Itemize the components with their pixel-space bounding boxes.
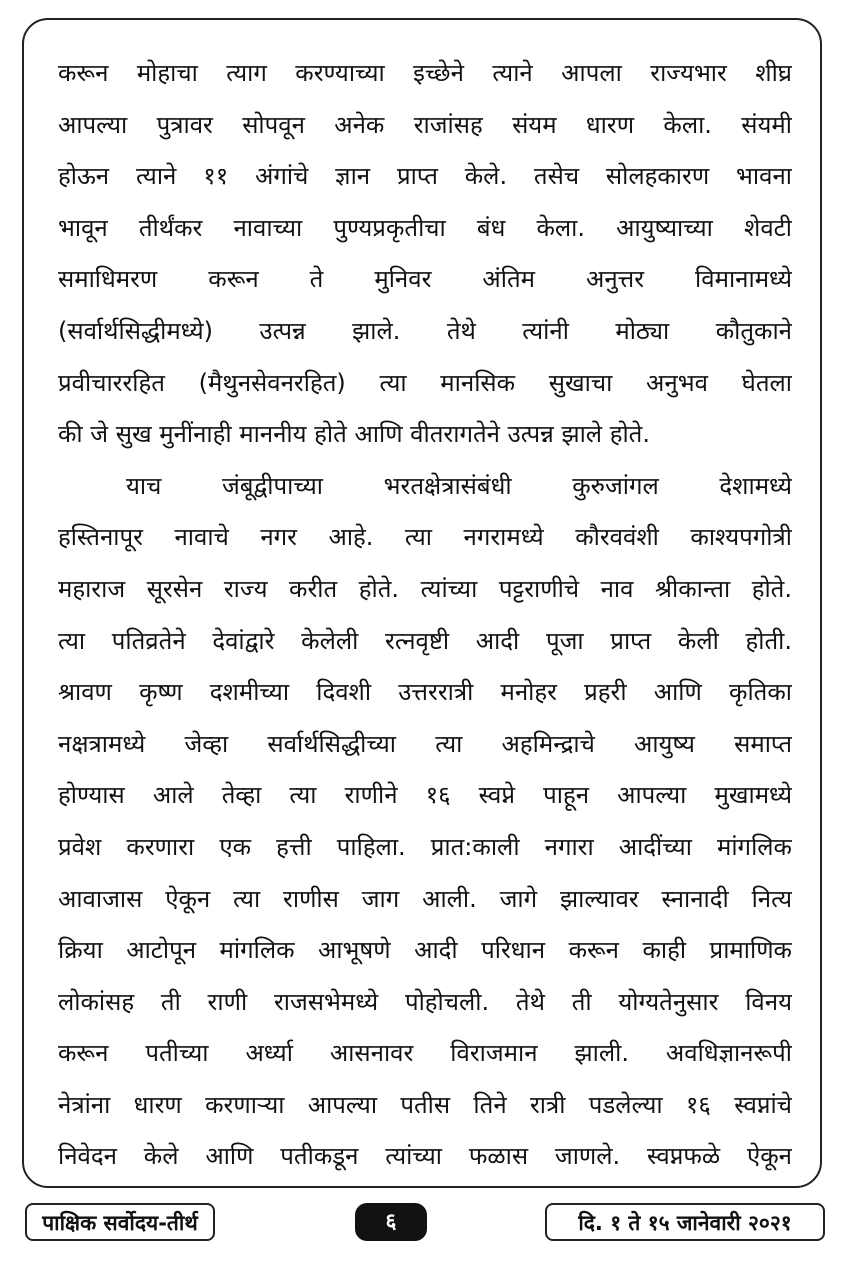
text-line: नक्षत्रामध्ये जेव्हा सर्वार्थसिद्धीच्या त्या अहमिन्द्राचे आयुष्य समाप्त (58, 729, 792, 758)
text-line: त्या पतिव्रतेने देवांद्वारे केलेली रत्नवृष्टी आदी पूजा प्राप्त केली होती. (58, 626, 792, 655)
text-line: नेत्रांना धारण करणाऱ्या आपल्या पतीस तिने रात्री पडलेल्या १६ स्वप्नांचे (58, 1090, 792, 1119)
text-line: होऊन त्याने ११ अंगांचे ज्ञान प्राप्त केले. तसेच सोलहकारण भावना (58, 162, 792, 191)
text-line: आपल्या पुत्रावर सोपवून अनेक राजांसह संयम धारण केला. संयमी (58, 110, 792, 139)
text-line: करून मोहाचा त्याग करण्याच्या इच्छेने त्याने आपला राज्यभार शीघ्र (58, 59, 792, 87)
text-line: होण्यास आले तेव्हा त्या राणीने १६ स्वप्ने पाहून आपल्या मुखामध्ये (58, 781, 792, 810)
text-line: की जे सुख मुनींनाही माननीय होते आणि वीतरागतेने उत्पन्न झाले होते. (58, 420, 650, 449)
text-line: प्रवीचाररहित (मैथुनसेवनरहित) त्या मानसिक सुखाचा अनुभव घेतला (58, 368, 792, 397)
text-line: हस्तिनापूर नावाचे नगर आहे. त्या नगरामध्ये कौरववंशी काश्यपगोत्री (58, 523, 792, 552)
text-line: प्रवेश करणारा एक हत्ती पाहिला. प्रात:काली नगारा आदींच्या मांगलिक (58, 832, 792, 861)
publication-name: पाक्षिक सर्वोदय-तीर्थ (25, 1203, 215, 1241)
text-line: क्रिया आटोपून मांगलिक आभूषणे आदी परिधान करून काही प्रामाणिक (58, 936, 792, 965)
page-footer (0, 1203, 850, 1243)
text-line: लोकांसह ती राणी राजसभेमध्ये पोहोचली. तेथे ती योग्यतेनुसार विनय (58, 987, 792, 1016)
text-line: आवाजास ऐकून त्या राणीस जाग आली. जागे झाल्यावर स्नानादी नित्य (58, 884, 792, 913)
text-line: श्रावण कृष्ण दशमीच्या दिवशी उत्तररात्री मनोहर प्रहरी आणि कृतिका (58, 678, 792, 707)
text-line: महाराज सूरसेन राज्य करीत होते. त्यांच्या पट्टराणीचे नाव श्रीकान्ता होते. (58, 574, 792, 603)
text-line: निवेदन केले आणि पतीकडून त्यांच्या फळास जाणले. स्वप्नफळे ऐकून (58, 1142, 792, 1171)
paragraph-start-line: याच जंबूद्वीपाच्या भरतक्षेत्रासंबंधी कुरुजांगल देशामध्ये (126, 471, 792, 500)
page-number: ६ (355, 1203, 427, 1241)
text-line: समाधिमरण करून ते मुनिवर अंतिम अनुत्तर विमानामध्ये (58, 265, 792, 294)
text-line: (सर्वार्थसिद्धीमध्ये) उत्पन्न झाले. तेथे त्यांनी मोठ्या कौतुकाने (58, 316, 792, 345)
text-line: करून पतीच्या अर्ध्या आसनावर विराजमान झाली. अवधिज्ञानरूपी (58, 1039, 792, 1068)
text-line: भावून तीर्थंकर नावाच्या पुण्यप्रकृतीचा बंध केला. आयुष्याच्या शेवटी (58, 213, 792, 242)
body-text (58, 48, 792, 1183)
issue-date: दि. १ ते १५ जानेवारी २०२१ (545, 1203, 825, 1241)
